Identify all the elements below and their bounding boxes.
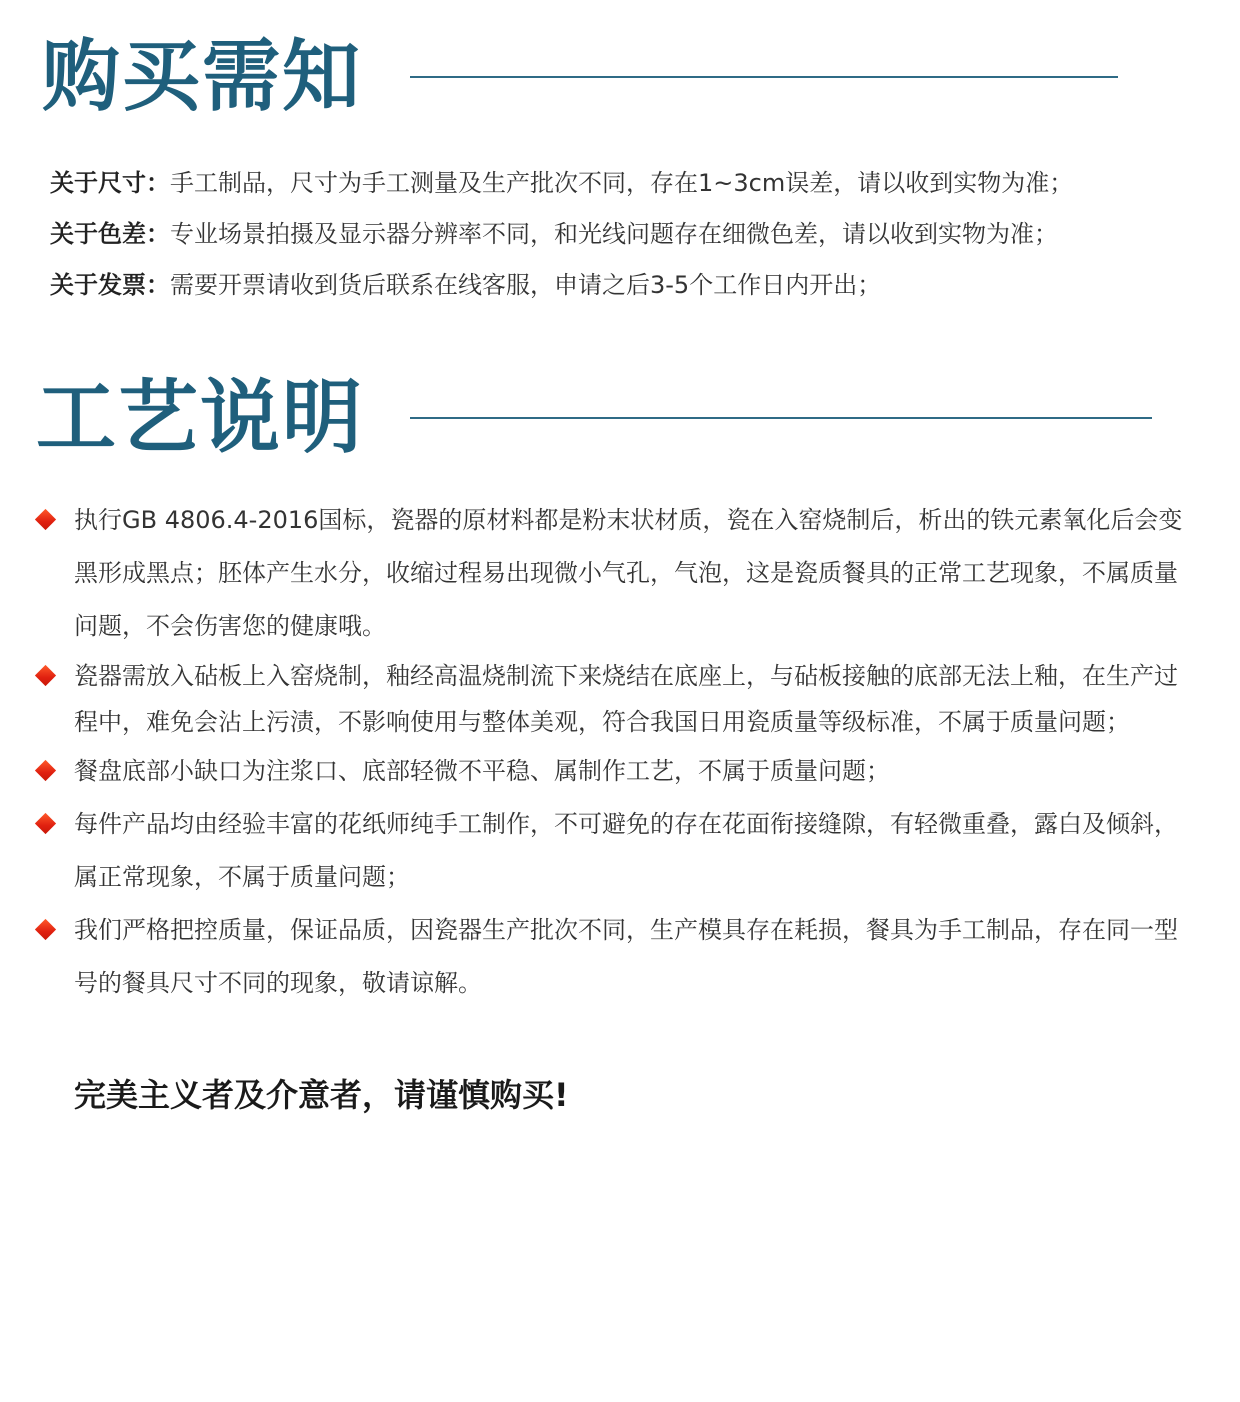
craft-item <box>34 653 1194 745</box>
title-divider <box>410 76 1118 78</box>
purchase-warning: 完美主义者及介意者，请谨慎购买! <box>74 1076 569 1114</box>
diamond-bullet-icon <box>35 760 56 781</box>
notice-label: 关于色差： <box>50 220 170 248</box>
purchase-notice-list <box>50 158 1073 311</box>
title-divider <box>410 417 1152 419</box>
notice-item-size <box>50 158 1073 209</box>
craft-item-text: 瓷器需放入砧板上入窑烧制，釉经高温烧制流下来烧结在底座上，与砧板接触的底部无法上釉，在生产过程中，难免会沾上污渍，不影响使用与整体美观，符合我国日用瓷质量等级标准，不属于质量问题； <box>74 662 1178 736</box>
diamond-bullet-icon <box>35 509 56 530</box>
craft-item-text: 每件产品均由经验丰富的花纸师纯手工制作，不可避免的存在花面衔接缝隙，有轻微重叠，露白及倾斜，属正常现象，不属于质量问题； <box>74 810 1178 891</box>
diamond-bullet-icon <box>35 813 56 834</box>
purchase-notice-header <box>42 32 1118 122</box>
craft-item <box>34 494 1194 653</box>
craft-item <box>34 904 1194 1010</box>
notice-label: 关于尺寸： <box>50 169 170 197</box>
craft-item <box>34 798 1194 904</box>
craft-item <box>34 745 1194 798</box>
notice-text: 手工制品，尺寸为手工测量及生产批次不同，存在1~3cm误差，请以收到实物为准； <box>170 169 1074 197</box>
notice-text: 需要开票请收到货后联系在线客服，申请之后3-5个工作日内开出； <box>170 271 882 299</box>
craft-item-text: 执行GB 4806.4-2016国标，瓷器的原材料都是粉末状材质，瓷在入窑烧制后，析出的铁元素氧化后会变黑形成黑点；胚体产生水分，收缩过程易出现微小气孔，气泡，这是瓷质餐具的正常工艺现象，不属质量问题，不会伤害您的健康哦。 <box>74 506 1183 640</box>
craft-item-text: 餐盘底部小缺口为注浆口、底部轻微不平稳、属制作工艺，不属于质量问题； <box>74 757 890 785</box>
craft-notes-title: 工艺说明 <box>36 371 364 464</box>
notice-text: 专业场景拍摄及显示器分辨率不同，和光线问题存在细微色差，请以收到实物为准； <box>170 220 1058 248</box>
notice-item-invoice <box>50 260 1073 311</box>
notice-label: 关于发票： <box>50 271 170 299</box>
craft-notes-list <box>34 494 1194 1010</box>
craft-notes-header <box>36 371 1152 464</box>
diamond-bullet-icon <box>35 665 56 686</box>
notice-item-color <box>50 209 1073 260</box>
purchase-notice-title: 购买需知 <box>42 32 363 122</box>
craft-item-text: 我们严格把控质量，保证品质，因瓷器生产批次不同，生产模具存在耗损，餐具为手工制品，存在同一型号的餐具尺寸不同的现象，敬请谅解。 <box>74 916 1178 997</box>
diamond-bullet-icon <box>35 919 56 940</box>
